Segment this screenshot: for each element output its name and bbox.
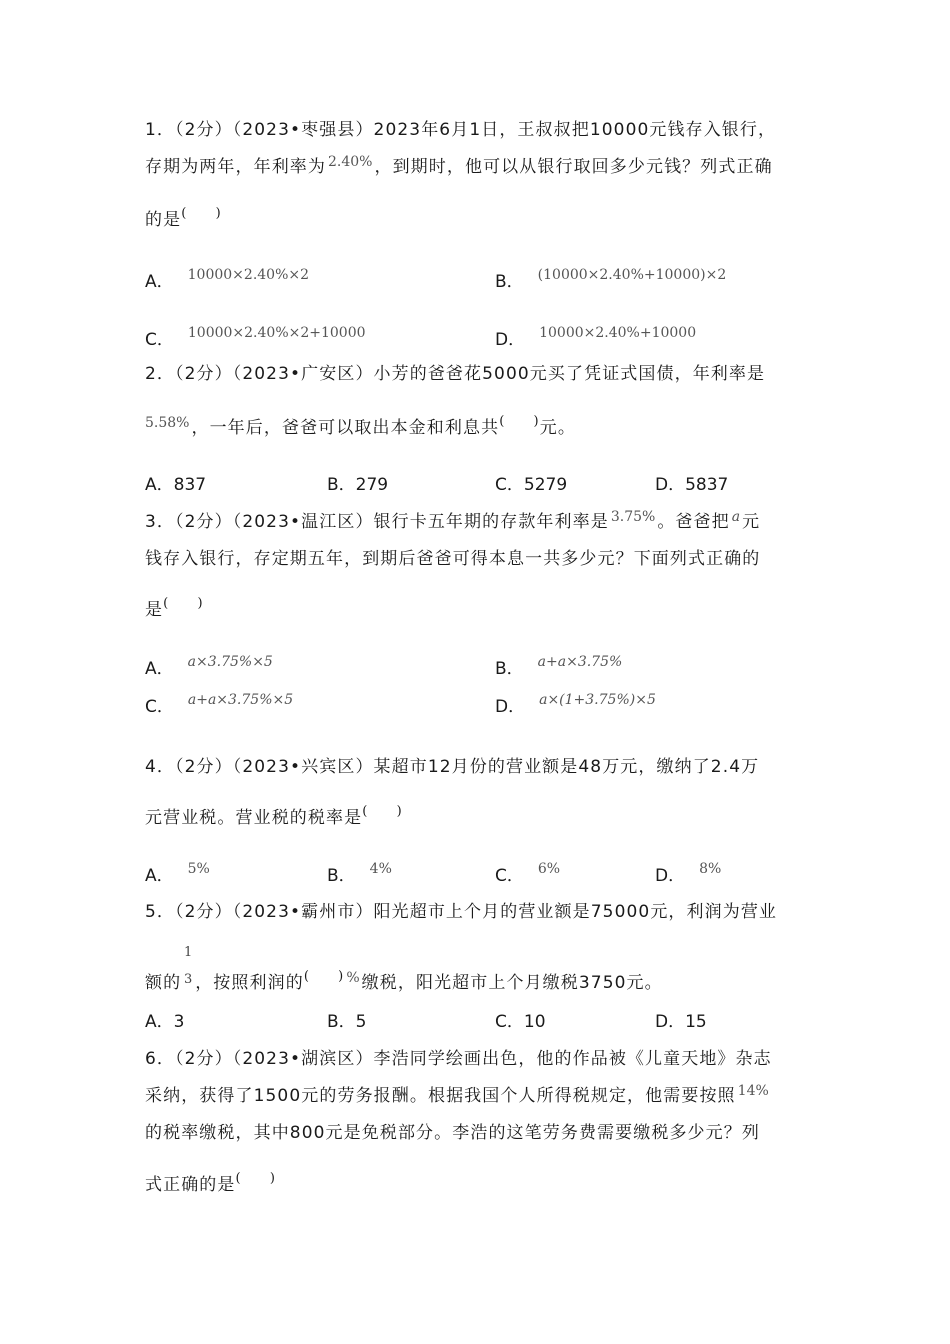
q3-option-d: D． $^{a\times(1+3.75\%)\times 5}$: [495, 692, 656, 717]
q5-percent: %: [346, 970, 360, 986]
q3-line1: 3．（2分）（2023•温江区）银行卡五年期的存款年利率是 $^{3.75\%}$ 。爸爸把 $^a$ 元: [145, 509, 761, 532]
q2-option-d: D．5837: [655, 475, 729, 495]
q3-option-a: A． $^{a\times 3.75\%\times 5}$: [145, 654, 273, 679]
q1-option-c: C． $^{10000\times 2.40\%\times 2+10000}$: [145, 325, 366, 350]
q6-line1: 6．（2分）（2023•湖滨区）李浩同学绘画出色，他的作品被《儿童天地》杂志: [145, 1049, 772, 1069]
q5-fraction-numerator: 1: [184, 945, 193, 960]
answer-blank: ( ): [163, 596, 204, 611]
q4-option-a: A． $^{5\%}$: [145, 861, 210, 886]
q2-line1: 2．（2分）（2023•广安区）小芳的爸爸花5000元买了凭证式国债，年利率是: [145, 364, 766, 384]
q3-line3: 是( ): [145, 596, 204, 620]
q1-line2: 存期为两年，年利率为 $^{2.40\%}$ ，到期时，他可以从银行取回多少元钱？列式正确: [145, 154, 773, 177]
q1-option-d: D． $^{10000\times 2.40\%+10000}$: [495, 325, 697, 350]
q5-option-d: D．15: [655, 1012, 707, 1032]
q5-option-b: B．5: [327, 1012, 367, 1032]
q2-option-c: C．5279: [495, 475, 568, 495]
q2-line2: $^{5.58\%}$ ，一年后，爸爸可以取出本金和利息共( )元。: [145, 414, 576, 438]
q5-fraction-denominator: 3: [184, 972, 193, 987]
q2-rate: 5.58%: [145, 415, 190, 431]
q4-line1: 4．（2分）（2023•兴宾区）某超市12月份的营业额是48万元，缴纳了2.4万: [145, 757, 760, 777]
q3-variable: a: [731, 509, 741, 525]
q6-line3: 的税率缴税，其中800元是免税部分。李浩的这笔劳务费需要缴税多少元？列: [145, 1123, 760, 1143]
q1-line1: 1．（2分）（2023•枣强县）2023年6月1日，王叔叔把10000元钱存入银行，: [145, 120, 777, 140]
q5-option-c: C．10: [495, 1012, 546, 1032]
answer-blank: ( ): [499, 414, 540, 429]
q6-line4: 式正确的是( ): [145, 1171, 277, 1195]
answer-blank: ( ): [235, 1171, 277, 1186]
q1-line3: 的是( ): [145, 206, 222, 230]
answer-blank: ( ): [181, 206, 222, 221]
answer-blank: ( ): [303, 969, 345, 984]
q4-option-d: D． $^{8\%}$: [655, 861, 722, 886]
q4-option-b: B． $^{4\%}$: [327, 861, 392, 886]
q3-option-c: C． $^{a+a\times 3.75\%\times 5}$: [145, 692, 294, 717]
q5-line2: 额的 ，按照利润的( ) % 缴税，阳光超市上个月缴税3750元。: [145, 969, 663, 993]
q1-rate: 2.40%: [328, 154, 373, 170]
q5-line1: 5．（2分）（2023•霸州市）阳光超市上个月的营业额是75000元，利润为营业: [145, 902, 778, 922]
q3-line2: 钱存入银行，存定期五年，到期后爸爸可得本息一共多少元？下面列式正确的: [145, 549, 761, 569]
q6-rate: 14%: [737, 1083, 769, 1099]
q1-option-b: B． $^{(10000\times 2.40\%+10000)\times 2}$: [495, 267, 727, 292]
q2-option-a: A．837: [145, 475, 207, 495]
q2-option-b: B．279: [327, 475, 389, 495]
q6-line2: 采纳，获得了1500元的劳务报酬。根据我国个人所得税规定，他需要按照 $^{14\%}$: [145, 1083, 769, 1106]
answer-blank: ( ): [362, 804, 403, 819]
q4-option-c: C． $^{6\%}$: [495, 861, 561, 886]
q5-option-a: A．3: [145, 1012, 185, 1032]
q1-option-a: A． $^{10000\times 2.40\%\times 2}$: [145, 267, 310, 292]
q3-rate: 3.75%: [610, 509, 656, 525]
q4-line2: 元营业税。营业税的税率是( ): [145, 804, 403, 828]
q3-option-b: B． $^{a+a\times 3.75\%}$: [495, 654, 623, 679]
